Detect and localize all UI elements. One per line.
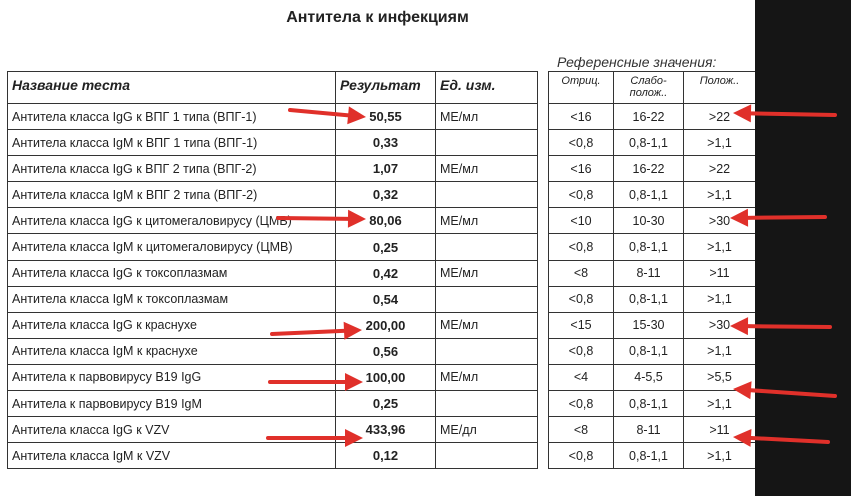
ref-weak-positive-cell: 0,8-1,1 <box>614 234 684 260</box>
unit-cell <box>436 286 538 312</box>
test-name-cell: Антитела класса IgG к ВПГ 2 типа (ВПГ-2) <box>8 156 336 182</box>
ref-positive-cell: >5,5 <box>684 364 756 390</box>
ref-negative-cell: <0,8 <box>549 338 614 364</box>
test-name-cell: Антитела к парвовирусу В19 IgG <box>8 364 336 390</box>
ref-positive-cell: >30 <box>684 312 756 338</box>
unit-cell <box>436 338 538 364</box>
test-name-cell: Антитела класса IgG к краснухе <box>8 312 336 338</box>
ref-positive-cell: >11 <box>684 417 756 443</box>
ref-negative-cell: <0,8 <box>549 182 614 208</box>
table-row <box>8 260 756 286</box>
result-cell: 50,55 <box>336 104 436 130</box>
test-name-cell: Антитела класса IgG к ВПГ 1 типа (ВПГ-1) <box>8 104 336 130</box>
test-name-cell: Антитела класса IgM к краснухе <box>8 338 336 364</box>
header-result: Результат <box>336 72 436 104</box>
result-cell: 200,00 <box>336 312 436 338</box>
ref-weak-positive-cell: 8-11 <box>614 417 684 443</box>
reference-values-caption: Референсные значения: <box>557 54 717 70</box>
result-cell: 0,12 <box>336 443 436 469</box>
result-cell: 0,54 <box>336 286 436 312</box>
ref-negative-cell: <0,8 <box>549 234 614 260</box>
test-name-cell: Антитела класса IgM к VZV <box>8 443 336 469</box>
table-row <box>8 208 756 234</box>
ref-negative-cell: <0,8 <box>549 286 614 312</box>
ref-weak-positive-cell: 15-30 <box>614 312 684 338</box>
ref-positive-cell: >22 <box>684 156 756 182</box>
table-row <box>8 104 756 130</box>
result-cell: 1,07 <box>336 156 436 182</box>
table-row <box>8 443 756 469</box>
ref-negative-cell: <15 <box>549 312 614 338</box>
header-test-name: Название теста <box>8 72 336 104</box>
unit-cell: МЕ/мл <box>436 156 538 182</box>
ref-weak-positive-cell: 10-30 <box>614 208 684 234</box>
column-gap <box>538 364 549 390</box>
ref-weak-positive-cell: 0,8-1,1 <box>614 182 684 208</box>
column-gap <box>538 338 549 364</box>
table-row <box>8 312 756 338</box>
result-cell: 80,06 <box>336 208 436 234</box>
result-cell: 100,00 <box>336 364 436 390</box>
ref-positive-cell: >1,1 <box>684 338 756 364</box>
table-row <box>8 182 756 208</box>
result-cell: 0,56 <box>336 338 436 364</box>
table-row <box>8 234 756 260</box>
result-cell: 0,25 <box>336 391 436 417</box>
unit-cell: МЕ/мл <box>436 260 538 286</box>
ref-negative-cell: <0,8 <box>549 130 614 156</box>
ref-negative-cell: <0,8 <box>549 443 614 469</box>
result-cell: 433,96 <box>336 417 436 443</box>
header-weak-positive: Слабо-полож.. <box>614 72 684 104</box>
result-cell: 0,33 <box>336 130 436 156</box>
ref-weak-positive-cell: 0,8-1,1 <box>614 443 684 469</box>
ref-weak-positive-cell: 0,8-1,1 <box>614 391 684 417</box>
column-gap <box>538 234 549 260</box>
unit-cell <box>436 443 538 469</box>
table-row <box>8 130 756 156</box>
result-cell: 0,25 <box>336 234 436 260</box>
header-positive: Полож.. <box>684 72 756 104</box>
antibody-results-table <box>7 71 755 469</box>
test-name-cell: Антитела класса IgM к цитомегаловирусу (ЦМВ) <box>8 234 336 260</box>
ref-positive-cell: >30 <box>684 208 756 234</box>
column-gap <box>538 104 549 130</box>
column-gap <box>538 312 549 338</box>
ref-weak-positive-cell: 0,8-1,1 <box>614 130 684 156</box>
column-gap <box>538 260 549 286</box>
test-name-cell: Антитела класса IgM к токсоплазмам <box>8 286 336 312</box>
ref-positive-cell: >1,1 <box>684 286 756 312</box>
ref-weak-positive-cell: 0,8-1,1 <box>614 286 684 312</box>
unit-cell <box>436 182 538 208</box>
unit-cell <box>436 130 538 156</box>
column-gap <box>538 443 549 469</box>
unit-cell <box>436 391 538 417</box>
ref-negative-cell: <8 <box>549 260 614 286</box>
unit-cell: МЕ/мл <box>436 312 538 338</box>
header-negative: Отриц. <box>549 72 614 104</box>
ref-positive-cell: >1,1 <box>684 234 756 260</box>
table-row <box>8 364 756 390</box>
ref-negative-cell: <16 <box>549 156 614 182</box>
unit-cell: МЕ/мл <box>436 104 538 130</box>
unit-cell: МЕ/дл <box>436 417 538 443</box>
column-gap <box>538 182 549 208</box>
column-gap <box>538 156 549 182</box>
table-row <box>8 417 756 443</box>
ref-positive-cell: >1,1 <box>684 130 756 156</box>
table-row <box>8 391 756 417</box>
test-name-cell: Антитела класса IgM к ВПГ 2 типа (ВПГ-2) <box>8 182 336 208</box>
test-name-cell: Антитела класса IgM к ВПГ 1 типа (ВПГ-1) <box>8 130 336 156</box>
ref-weak-positive-cell: 16-22 <box>614 156 684 182</box>
ref-negative-cell: <4 <box>549 364 614 390</box>
test-name-cell: Антитела класса IgG к токсоплазмам <box>8 260 336 286</box>
ref-weak-positive-cell: 16-22 <box>614 104 684 130</box>
ref-negative-cell: <10 <box>549 208 614 234</box>
table-row <box>8 338 756 364</box>
table-header-row <box>8 72 756 104</box>
table-row <box>8 156 756 182</box>
unit-cell: МЕ/мл <box>436 208 538 234</box>
column-gap <box>538 208 549 234</box>
ref-weak-positive-cell: 0,8-1,1 <box>614 338 684 364</box>
page-title: Антитела к инфекциям <box>286 9 469 26</box>
test-name-cell: Антитела к парвовирусу В19 IgM <box>8 391 336 417</box>
table-row <box>8 286 756 312</box>
result-cell: 0,32 <box>336 182 436 208</box>
unit-cell <box>436 234 538 260</box>
ref-weak-positive-cell: 4-5,5 <box>614 364 684 390</box>
column-gap <box>538 72 549 104</box>
header-unit: Ед. изм. <box>436 72 538 104</box>
ref-negative-cell: <8 <box>549 417 614 443</box>
test-name-cell: Антитела класса IgG к VZV <box>8 417 336 443</box>
test-name-cell: Антитела класса IgG к цитомегаловирусу (ЦМВ) <box>8 208 336 234</box>
result-cell: 0,42 <box>336 260 436 286</box>
ref-positive-cell: >1,1 <box>684 182 756 208</box>
ref-positive-cell: >11 <box>684 260 756 286</box>
ref-positive-cell: >22 <box>684 104 756 130</box>
ref-negative-cell: <0,8 <box>549 391 614 417</box>
column-gap <box>538 286 549 312</box>
column-gap <box>538 417 549 443</box>
ref-negative-cell: <16 <box>549 104 614 130</box>
column-gap <box>538 130 549 156</box>
unit-cell: МЕ/мл <box>436 364 538 390</box>
ref-positive-cell: >1,1 <box>684 391 756 417</box>
column-gap <box>538 391 549 417</box>
ref-weak-positive-cell: 8-11 <box>614 260 684 286</box>
ref-positive-cell: >1,1 <box>684 443 756 469</box>
